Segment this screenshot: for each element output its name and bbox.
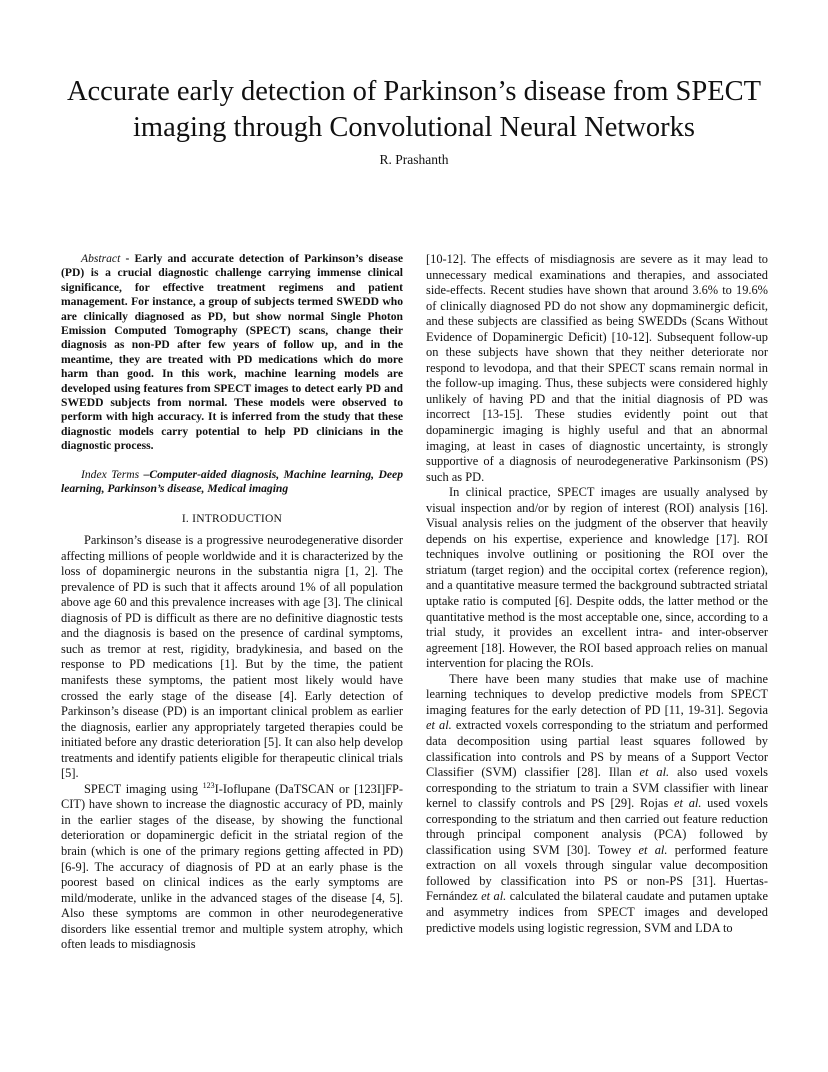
right-column — [426, 252, 768, 936]
p5-part-b: extracted voxels corresponding to the striatum and performed data decomposition using partial least squares followed by classification into controls and PS by means of a Support Vector Classifier (SVM) classifier [28]. Illan — [426, 718, 769, 780]
abstract-lead: Abstract — [81, 252, 121, 265]
p5-part-d: used voxels corresponding to the striatum and then carried out feature reduction through principal component analysis (PCA) followed by classification using SVM [30]. Towey — [426, 796, 768, 857]
paper-title: Accurate early detection of Parkinson’s disease from SPECT imaging through Convolutional Neural Networks — [66, 76, 762, 143]
et-al-5: et al. — [481, 889, 507, 904]
abstract — [61, 252, 403, 454]
p5-part-c: also used voxels corresponding to the striatum to train a SVM classifier with linear kernel to classify controls and PS [29]. Rojas — [426, 765, 768, 811]
abstract-text: - Early and accurate detection of Parkinson’s disease (PD) is a crucial diagnostic challenge carrying immense clinical significance, for effective treatment regimens and patient management. For instance, a group of subjects termed SWEDD who are clinically diagnosed as PD, but show normal Single Photon Emission Computed Tomography (SPECT) scans, change their diagnosis as non-PD after few years of follow up, and in the meantime, they are treated with PD medications which do more harm than good. In this work, machine learning models are developed using features from SPECT images to detect early PD and SWEDD subjects from normal. These models were observed to perform with high accuracy. It is inferred from the study that these diagnostic models carry potential to help PD clinicians in the diagnostic process. — [61, 252, 403, 453]
index-terms-lead: Index Terms — [81, 467, 140, 481]
section-heading-introduction: I. INTRODUCTION — [181, 511, 283, 525]
p5-part-a: There have been many studies that make use of machine learning techniques to develop predictive models from SPECT imaging features for the early detection of PD [11, 19-31]. Segovia — [426, 671, 768, 717]
intro-paragraph-3: [10-12]. The effects of misdiagnosis are severe as it may lead to unnecessary medical examinations and therapies, and associated side-effects. Recent studies have shown that around 3.6% to 19.6% of clinically diagnosed PD do not show any dopmaminergic deficit, and these subjects are classified as being SWEDDs (Scans Without Evidence of Dopaminergic Deficit) [10-12]. Subsequent follow-up on these subjects have shown that they neither deteriorate nor respond to levodopa, and that their SPECT scans remain normal in the follow-up imaging. Thus, these subjects were considered highly unlikely of having PD and that the initial diagnosis of PD was incorrect [13-15]. These studies evidently point out that dopaminergic imaging is highly useful and that an abnormal imaging, at least in cases of diagnostic uncertainty, is strongly supportive of a diagnosis of neurodegenerative Parkinsonism (PS) such as PD. — [426, 252, 768, 484]
intro-paragraph-2 — [61, 782, 403, 953]
et-al-3: et al. — [674, 796, 702, 811]
p5-part-e: performed feature extraction on all voxels through singular value decomposition followed by classification into PS or non-PS [31]. Huertas-Fernández — [426, 842, 769, 904]
index-terms-text: –Computer-aided diagnosis, Machine learning, Deep learning, Parkinson’s disease, Medical imaging — [61, 467, 403, 496]
intro-paragraph-1: Parkinson’s disease is a progressive neurodegenerative disorder affecting millions of people worldwide and it is characterized by the loss of dopaminergic neurons in the substantia nigra [1, 2]. The prevalence of PD is such that it affects around 1% of all population above age 60 and this prevalence increases with age [3]. The clinical diagnosis of PD is difficult as there are no definitive diagnostic tests and the diagnosis is based on the presence of cardinal symptoms, such as tremor at rest, rigidity, bradykinesia, and based on the response to PD medications [1]. But by the time, the patient manifests these symptoms, the patient most likely would have crossed the early stage of the disease [4]. Early detection of Parkinson’s disease (PD) is an important clinical problem as earlier the diagnosis, earlier any appropriately targeted therapies could be initiated before any drastic deterioration [5]. It can also help develop treatments and identify patients eligible for therapeutic clinical trials [5]. — [61, 533, 403, 781]
et-al-4: et al. — [638, 842, 668, 857]
author-name: R. Prashanth — [379, 152, 449, 167]
p5-part-f: calculated the bilateral caudate and putamen uptake and asymmetry indices from SPECT images and developed predictive models using logistic regression, SVM and LDA to — [426, 889, 769, 935]
intro-paragraph-2-rest: I-Ioflupane (DaTSCAN or [123I]FP-CIT) have shown to increase the diagnostic accuracy of PD, mainly in the earlier stages of the disease, by showing the functional deterioration or dopaminergic deficit in the striatal region of the brain (which is one of the primary regions getting affected in PD) [6-9]. The accuracy of diagnosis of PD at an early phase is the poorest based on clinical indices as the early symptoms are mild/moderate, unlike in the advanced stages of the disease [4, 5]. Also these symptoms are common in other neurodegenerative disorders like essential tremor and multiple system atrophy, which often leads to misdiagnosis — [61, 781, 403, 952]
intro-paragraph-2-start: SPECT imaging using — [84, 781, 203, 796]
et-al-1: et al. — [426, 718, 452, 733]
left-column — [61, 252, 403, 953]
superscript-123: 123 — [202, 780, 215, 790]
intro-paragraph-4: In clinical practice, SPECT images are usually analysed by visual inspection and/or by region of interest (ROI) analysis [16]. Visual analysis relies on the judgment of the observer that heavily depends on his expertise, experience and knowledge [17]. ROI techniques involve outlining or positioning the ROI over the striatum (target region) and the occipital cortex (reference region), and a quantitative measure termed the background subtracted striatal uptake ratio is computed [6]. Despite odds, the latter method or the quantitative method is the most acceptable one, since, according to a trial study, it provides an excellent intra- and inter-observer agreement [18]. However, the ROI based approach relies on manual intervention for placing the ROIs. — [426, 485, 768, 671]
et-al-2: et al. — [639, 765, 670, 780]
intro-paragraph-5 — [426, 672, 768, 936]
index-terms — [61, 468, 403, 497]
